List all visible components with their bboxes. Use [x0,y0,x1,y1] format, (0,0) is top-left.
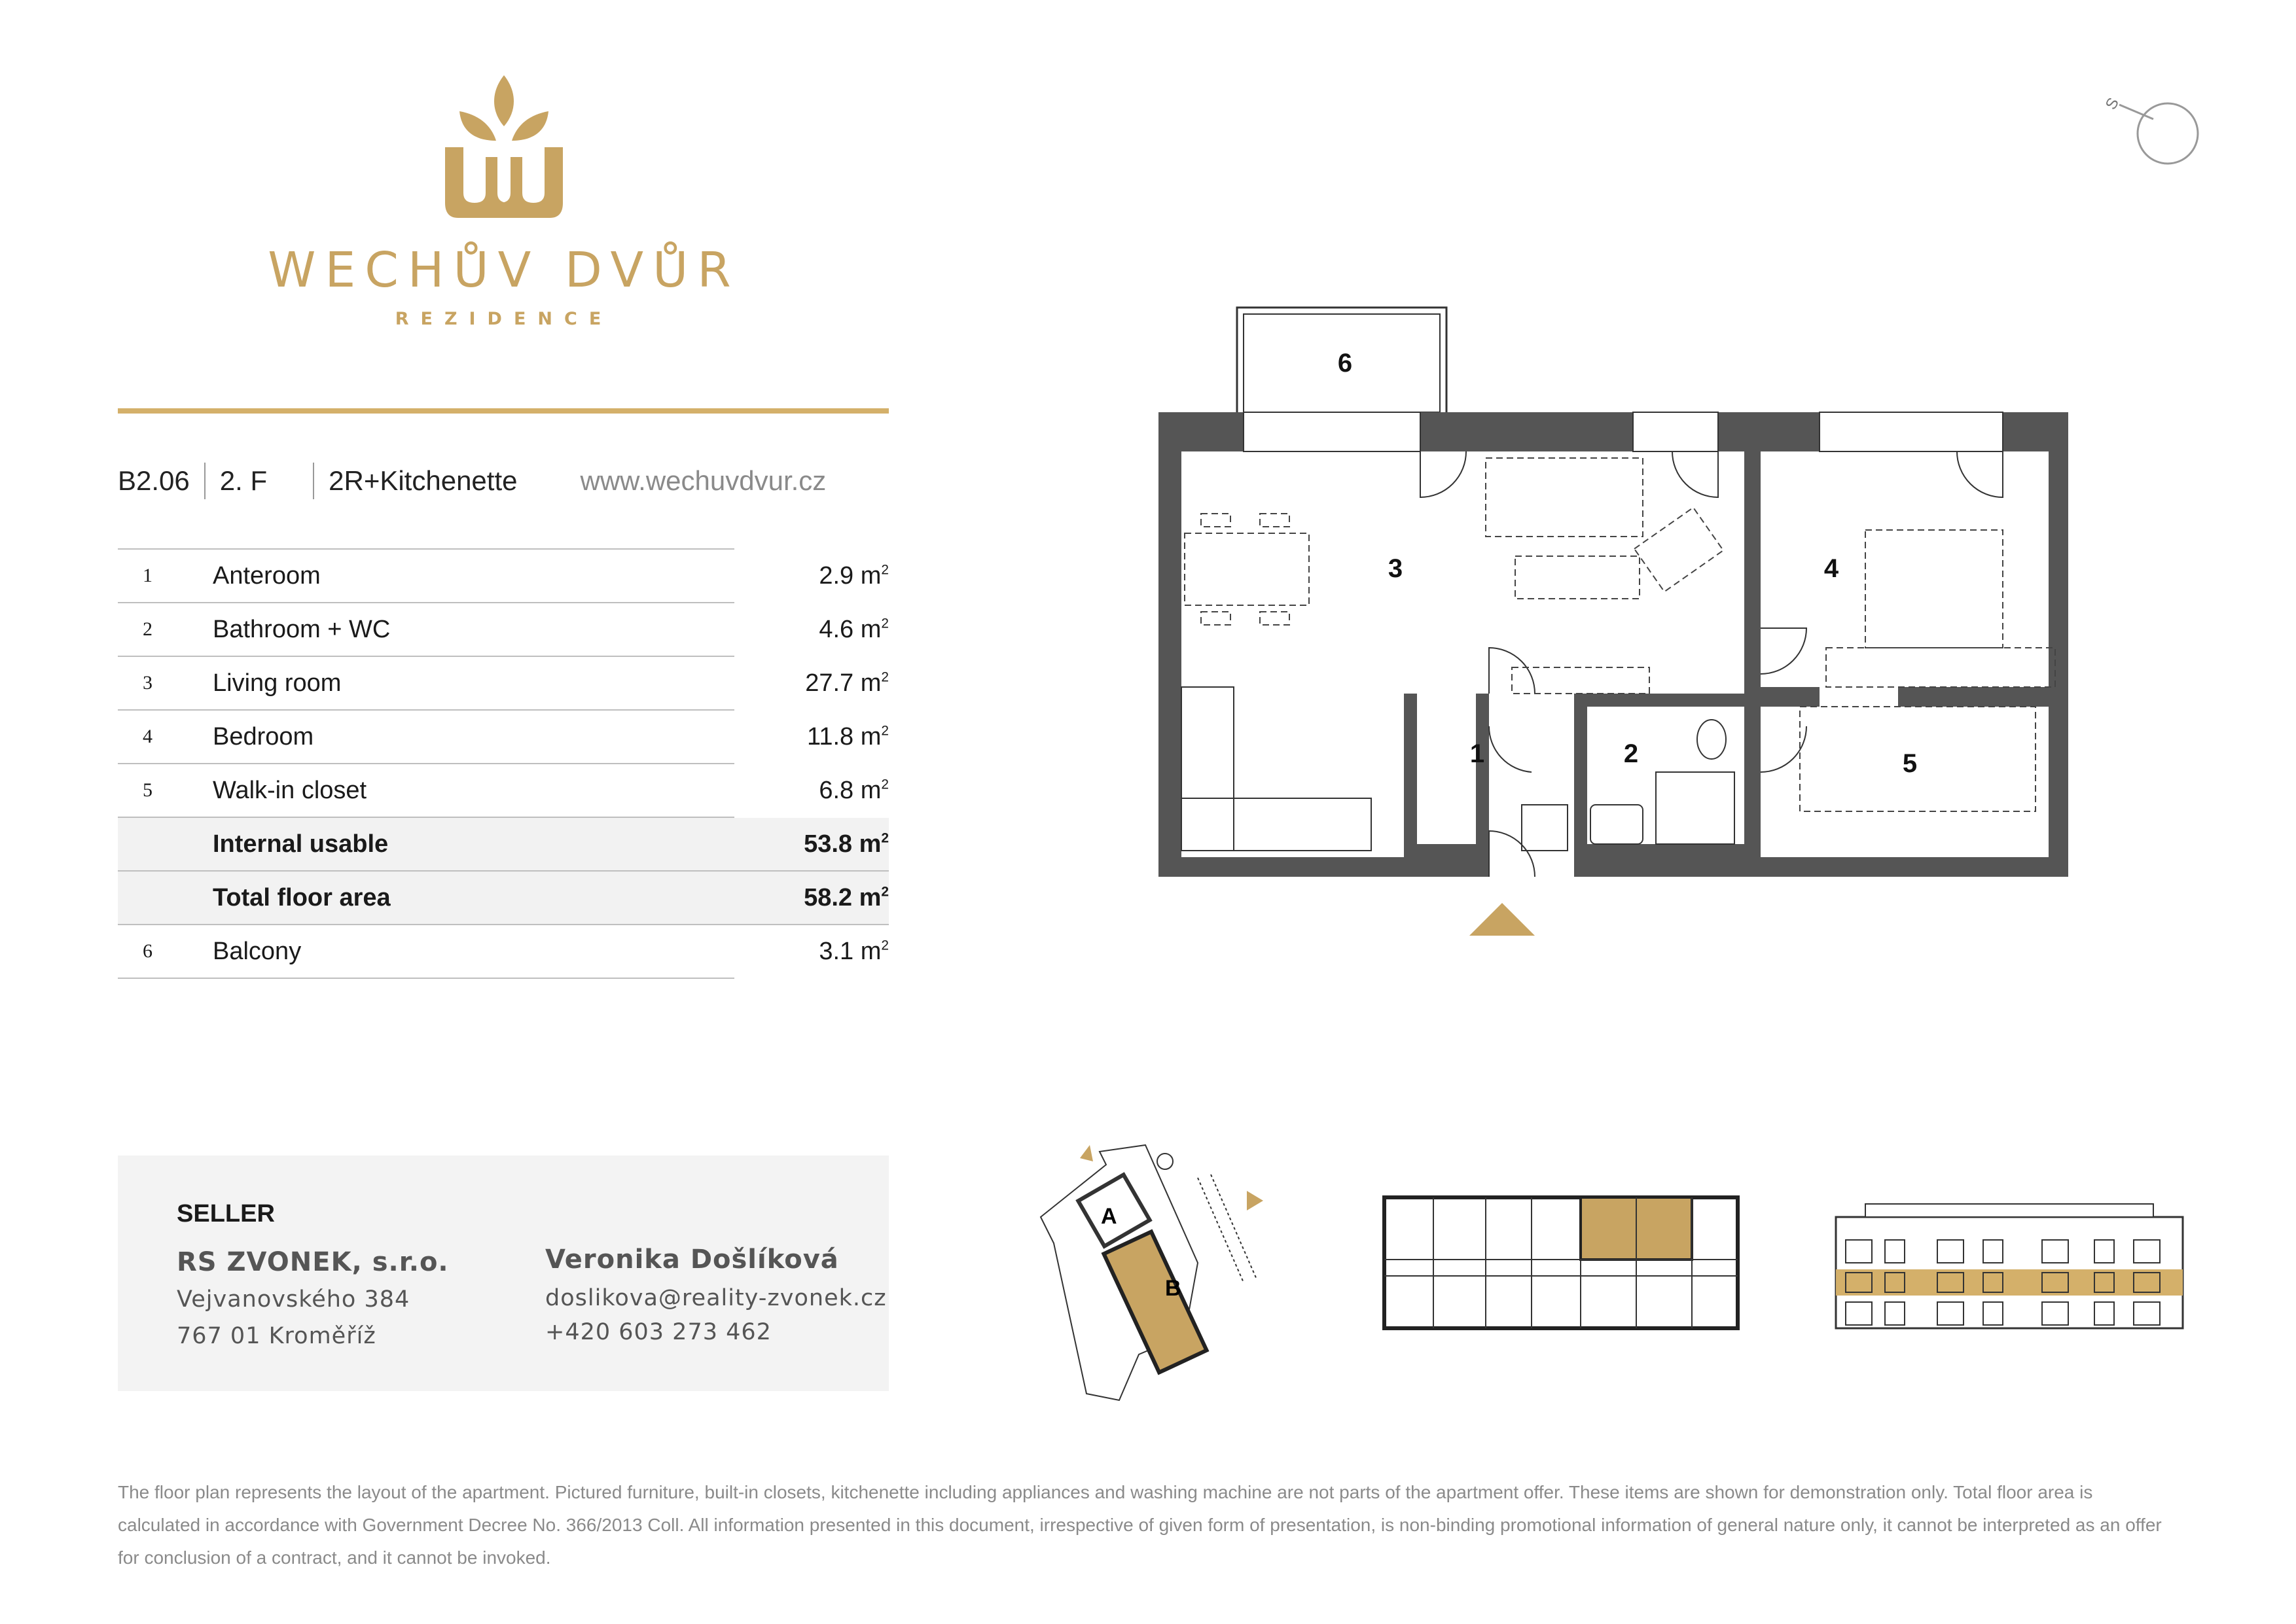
logo-icon [445,75,563,219]
brand-name: WECHŮV DVŮR [268,242,740,298]
compass-label: S [2102,94,2123,113]
agent-phone[interactable]: +420 603 273 462 [545,1319,772,1345]
room-area: 11.8 $m^2$ [807,722,889,750]
room-number: 5 [143,779,152,801]
room-name: Anteroom [213,561,321,590]
room-row [118,657,889,711]
room-label-4: 4 [1823,554,1839,583]
agent-name: Veronika Došlíková [545,1244,839,1275]
separator [204,463,206,499]
room-number: 2 [143,618,152,640]
room-label-5: 5 [1902,749,1918,778]
room-name: Bathroom + WC [213,615,391,643]
unit-code: B2.06 [118,465,190,496]
room-label-3: 3 [1388,554,1403,583]
room-label-1: 1 [1469,739,1485,768]
room-number: 4 [143,726,152,747]
building-a-label: A [1101,1204,1117,1229]
room-area: 27.7 $m^2$ [805,669,889,697]
room-area: 4.6 $m^2$ [819,615,889,643]
room-area: 2.9 $m^2$ [819,561,889,590]
room-area: 6.8 $m^2$ [819,776,889,804]
floor-overview [1381,1178,1741,1348]
seller-city: 767 01 Kroměříž [177,1323,376,1349]
room-table [118,548,889,979]
compass-icon [2094,92,2206,170]
seller-box [118,1156,889,1391]
room-name: Living room [213,669,342,697]
room-row [118,711,889,764]
room-row [118,764,889,818]
total-area: 53.8 $m^2$ [804,830,889,858]
entrance-arrow-icon [1469,903,1535,936]
room-area: 3.1 $m^2$ [819,937,889,965]
separator [313,463,314,499]
total-row [118,818,889,872]
unit-layout: 2R+Kitchenette [329,465,518,496]
seller-company: RS ZVONEK, s.r.o. [177,1247,449,1277]
site-plan [1028,1139,1302,1413]
room-name: Bedroom [213,722,314,750]
room-row [118,925,889,979]
total-name: Internal usable [213,830,389,858]
website-link[interactable]: www.wechuvdvur.cz [580,465,827,496]
divider [118,408,889,414]
room-label-6: 6 [1337,349,1353,378]
room-number: 3 [143,672,152,694]
room-row [118,603,889,657]
room-number: 1 [143,565,152,586]
seller-street: Vejvanovského 384 [177,1286,410,1313]
building-b-label: B [1165,1276,1181,1301]
unit-floor: 2. F [219,465,268,496]
brand-subtitle: REZIDENCE [395,309,613,329]
agent-email[interactable]: doslikova@reality-zvonek.cz [545,1285,887,1311]
unit-header [118,458,826,504]
total-row [118,872,889,925]
room-name: Walk-in closet [213,776,367,804]
facade-overview [1833,1178,2186,1335]
total-area: 58.2 $m^2$ [804,883,889,911]
seller-title: SELLER [177,1200,275,1227]
total-name: Total floor area [213,883,391,911]
room-row [118,550,889,603]
room-number: 6 [143,940,152,962]
floor-plan [1145,301,2081,942]
room-label-2: 2 [1623,739,1639,768]
room-name: Balcony [213,937,302,965]
disclaimer: The floor plan represents the layout of the apartment. Pictured furniture, built-in closets, kitchenette including appliances and washing machine are not parts of the apartment offer. These items are shown for demonstration only. Total floor area is calculated in accordance with Government Decree No. 366/2013 Coll. All information presented in this document, irrespective of given form of presentation, is non-binding promotional information of general nature only, it cannot be interpreted as an offer for conclusion of a contract, and it cannot be invoked. [118,1482,2162,1568]
